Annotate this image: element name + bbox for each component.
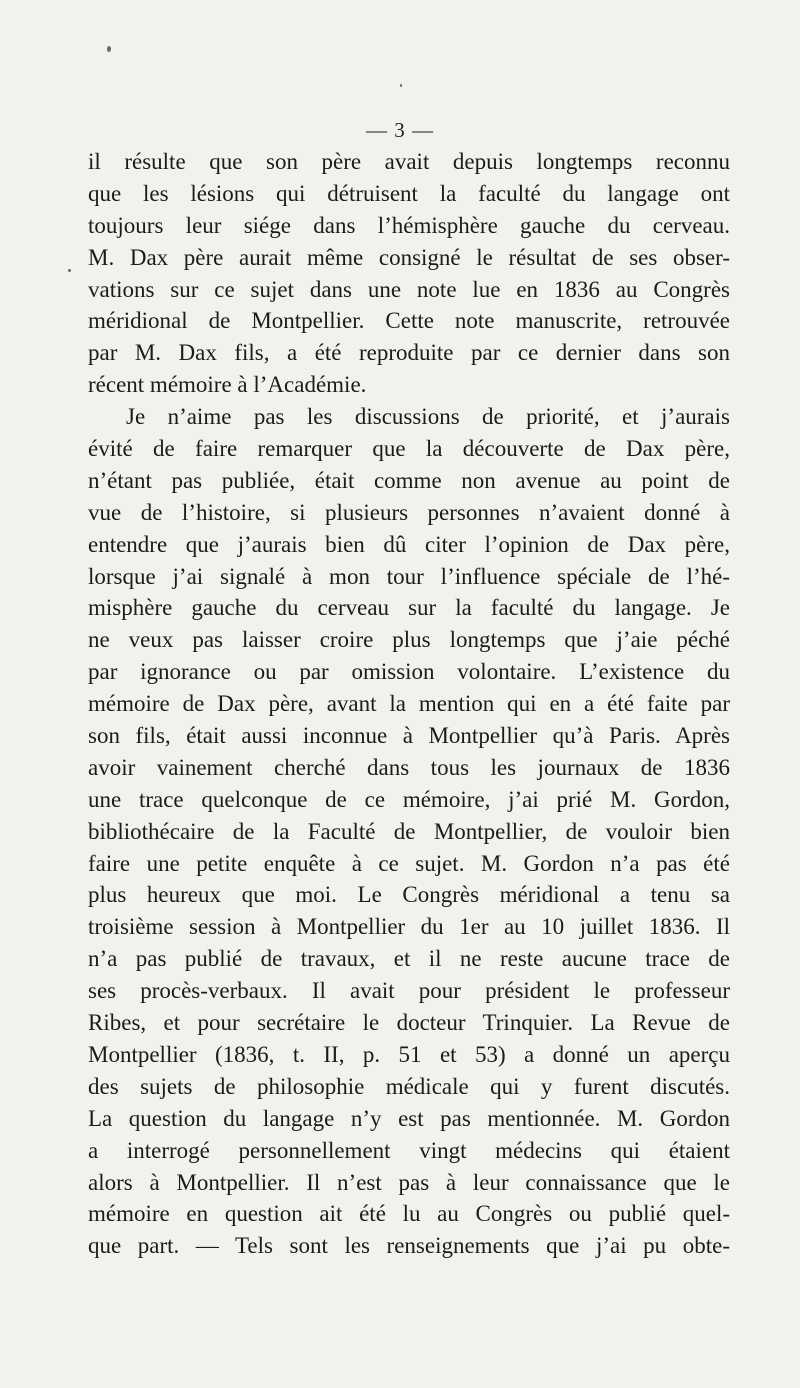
text-line: mémoire en question ait été lu au Congrès ou publié quel- (88, 1201, 730, 1227)
text-line: misphère gauche du cerveau sur la faculté du langage. Je (88, 595, 730, 621)
text-line: lorsque j’ai signalé à mon tour l’influence spéciale de l’hé- (88, 563, 730, 589)
ink-speck (68, 269, 71, 272)
text-line: Je n’aime pas les discussions de priorité, et j’aurais (126, 404, 730, 430)
text-line: que les lésions qui détruisent la faculté du langage ont (88, 180, 730, 206)
text-line: La question du langage n’y est pas mentionnée. M. Gordon (88, 1105, 730, 1131)
text-line: troisième session à Montpellier du 1er au 10 juillet 1836. Il (88, 914, 730, 940)
text-line: n’a pas publié de travaux, et il ne reste aucune trace de (88, 946, 730, 972)
text-line: faire une petite enquête à ce sujet. M. Gordon n’a pas été (88, 850, 730, 876)
text-line: mémoire de Dax père, avant la mention qui en a été faite par (88, 691, 730, 717)
text-line: que part. — Tels sont les renseignements que j’ai pu obte- (88, 1233, 730, 1259)
text-line: des sujets de philosophie médicale qui y furent discutés. (88, 1073, 730, 1099)
text-line: n’étant pas publiée, était comme non avenue au point de (88, 467, 730, 493)
page-number: — 3 — (366, 118, 434, 142)
text-line: Ribes, et pour secrétaire le docteur Trinquier. La Revue de (88, 1010, 730, 1036)
text-line: ne veux pas laisser croire plus longtemps que j’aie péché (88, 627, 730, 653)
text-line: son fils, était aussi inconnue à Montpellier qu’à Paris. Après (88, 723, 730, 749)
text-line: alors à Montpellier. Il n’est pas à leur connaissance que le (88, 1169, 730, 1195)
text-line: récent mémoire à l’Académie. (88, 372, 367, 398)
text-line: évité de faire remarquer que la découverte de Dax père, (88, 436, 730, 462)
ink-speck (400, 84, 402, 87)
text-line: Montpellier (1836, t. II, p. 51 et 53) a donné un aperçu (88, 1041, 730, 1067)
text-line: M. Dax père aurait même consigné le résultat de ses obser- (88, 244, 730, 270)
text-line: bibliothécaire de la Faculté de Montpellier, de vouloir bien (88, 818, 730, 844)
text-line: il résulte que son père avait depuis longtemps reconnu (88, 149, 730, 174)
body-text (88, 146, 730, 1262)
text-line: plus heureux que moi. Le Congrès méridional a tenu sa (88, 882, 730, 908)
text-line: vue de l’histoire, si plusieurs personnes n’avaient donné à (88, 499, 730, 525)
text-line: avoir vainement cherché dans tous les journaux de 1836 (88, 754, 730, 780)
text-line: entendre que j’aurais bien dû citer l’opinion de Dax père, (88, 531, 730, 557)
ink-speck (107, 46, 111, 52)
text-line: a interrogé personnellement vingt médecins qui étaient (88, 1137, 730, 1163)
text-line: par ignorance ou par omission volontaire. L’existence du (88, 659, 730, 685)
text-line: toujours leur siége dans l’hémisphère gauche du cerveau. (88, 212, 730, 238)
text-line: ses procès-verbaux. Il avait pour président le professeur (88, 978, 730, 1004)
text-line: vations sur ce sujet dans une note lue en 1836 au Congrès (88, 276, 730, 302)
text-line: par M. Dax fils, a été reproduite par ce dernier dans son (88, 340, 730, 366)
text-line: méridional de Montpellier. Cette note manuscrite, retrouvée (88, 308, 730, 334)
text-line: une trace quelconque de ce mémoire, j’ai prié M. Gordon, (88, 786, 730, 812)
